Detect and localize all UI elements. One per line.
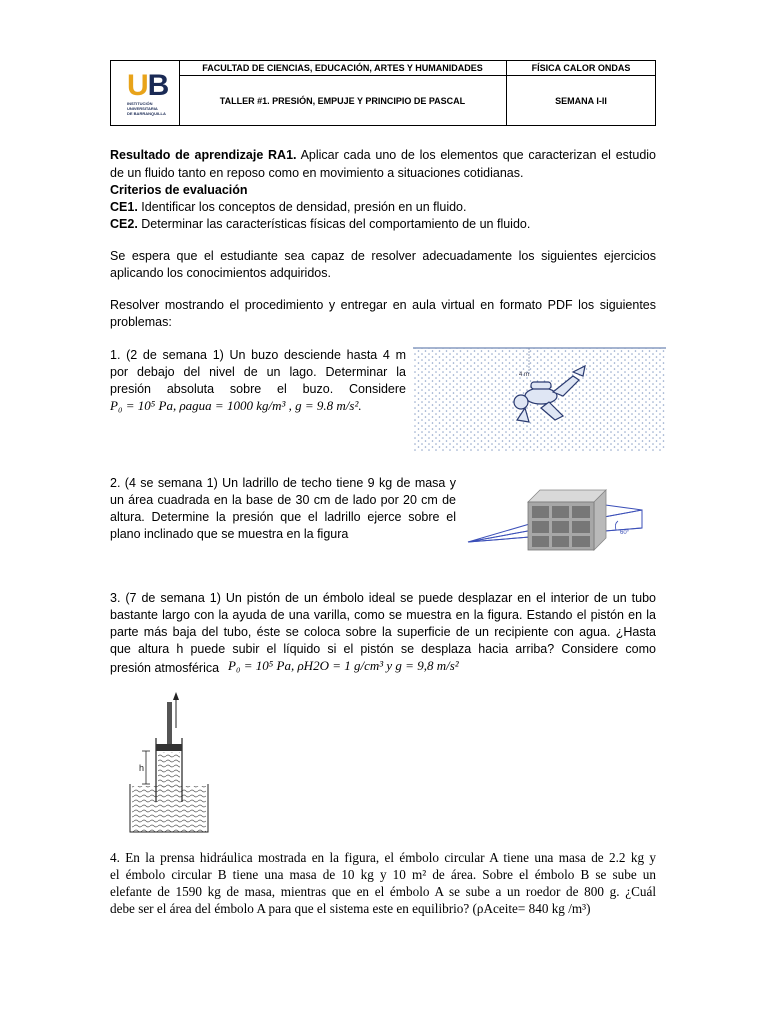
problem-2-line-4: plano inclinado que se muestra en la figura <box>110 527 349 541</box>
university-logo: UB <box>127 69 169 102</box>
height-h-label: h <box>139 763 145 773</box>
criterion-ce1 <box>110 199 466 216</box>
problem-3-line-5: presión atmosférica <box>110 661 220 675</box>
brick-incline-figure <box>466 480 646 560</box>
problem-4-line-3: elefante de 1590 kg de masa, mientras que en el émbolo A se sube a un roedor de 800 g. ¿Cuál <box>110 884 656 899</box>
problem-1-formula-text: P₀ = 10⁵ Pa, ρagua = 1000 kg/m³ , g = 9.8 m/s². <box>110 398 362 413</box>
problem-3-formula: P₀ = 10⁵ Pa, ρH2O = 1 g/cm³ y g = 9,8 m/s² <box>228 658 459 673</box>
instructions-line-1: Resolver mostrando el procedimiento y entregar en aula virtual en formato PDF los siguientes <box>110 298 656 312</box>
problem-1-line-2: por debajo del nivel de un lago. Determinar la <box>110 365 406 379</box>
ce2-label: CE2. <box>110 217 138 231</box>
faculty-cell: FACULTAD DE CIENCIAS, EDUCACIÓN, ARTES Y HUMANIDADES <box>179 61 507 76</box>
expectation-line-2: aplicando los conocimientos adquiridos. <box>110 266 331 280</box>
piston-rod <box>167 702 172 744</box>
instructions-line-2: problemas: <box>110 315 172 329</box>
problem-1-line-3: presión absoluta sobre el buzo. Considere <box>110 382 406 396</box>
problem-3-line-3: parte más baja del tubo, éste se coloca sobre la superficie de un recipiente con agua. ¿Hasta <box>110 625 656 639</box>
expectation-line-1: Se espera que el estudiante sea capaz de resolver adecuadamente los siguientes ejercicios <box>110 249 656 263</box>
header-table <box>110 60 656 126</box>
logo-line-2: UNIVERSITARIA <box>127 106 158 111</box>
logo-cell <box>111 61 180 125</box>
problem-1-line-1: 1. (2 de semana 1) Un buzo desciende hasta 4 m <box>110 348 406 362</box>
week-cell: SEMANA I-II <box>555 95 607 106</box>
logo-line-3: DE BARRANQUILLA <box>127 111 166 116</box>
course-cell: FÍSICA CALOR ONDAS <box>507 61 655 76</box>
problem-2-line-2: un área cuadrada en la base de 30 cm de lado por 20 cm de <box>110 493 456 507</box>
logo-line-1: INSTITUCIÓN <box>127 101 153 106</box>
ce1-label: CE1. <box>110 200 138 214</box>
diver-lake-figure <box>413 346 666 452</box>
criteria-title: Criterios de evaluación <box>110 183 248 197</box>
problem-3-line-4: que altura h puede subir el líquido si el pistón se desplaza hacia arriba? Considere como <box>110 642 656 656</box>
problem-3-line-2: bastante largo con la ayuda de una varilla, como se muestra en la figura. Estando el pistón en la <box>110 608 656 622</box>
problem-4-line-4: debe ser el área del émbolo A para que el sistema este en equilibrio? (ρAceite= 840 kg /m³) <box>110 901 591 916</box>
learning-outcome-text: Aplicar cada uno de los elementos que caracterizan el estudio <box>296 148 656 162</box>
problem-4-line-1: 4. En la prensa hidráulica mostrada en la figura, el émbolo circular A tiene una masa de 2.2 kg y <box>110 850 656 865</box>
workshop-title-cell: TALLER #1. PRESIÓN, EMPUJE Y PRINCIPIO DE PASCAL <box>179 76 507 125</box>
piston-icon <box>156 744 182 751</box>
ce1-text: Identificar los conceptos de densidad, presión en un fluido. <box>137 200 467 214</box>
criterion-ce2 <box>110 216 530 233</box>
problem-2-line-1: 2. (4 se semana 1) Un ladrillo de techo tiene 9 kg de masa y <box>110 476 456 490</box>
learning-outcome-line-1 <box>110 147 656 164</box>
piston-tube-figure <box>126 688 210 834</box>
logo-caption <box>127 101 177 116</box>
problem-2-line-3: altura. Determine la presión que el ladrillo ejerce sobre el <box>110 510 456 524</box>
learning-outcome-line-2: de un fluido tanto en reposo como en movimiento a situaciones cotidianas. <box>110 166 524 180</box>
brick-icon <box>528 490 606 550</box>
problem-1-formula <box>110 398 410 414</box>
ce2-text: Determinar las características físicas del comportamiento de un fluido. <box>137 217 531 231</box>
depth-label: 4 m <box>519 372 530 378</box>
problem-4-line-2: el émbolo circular B tiene una masa de 10 kg y 10 m² de área. Sobre el émbolo B se sube un <box>110 867 656 882</box>
problem-3-line-1: 3. (7 de semana 1) Un pistón de un émbolo ideal se puede desplazar en el interior de un tubo <box>110 591 656 605</box>
learning-outcome-label: Resultado de aprendizaje RA1. <box>110 148 297 162</box>
angle-label: 60° <box>620 530 630 536</box>
